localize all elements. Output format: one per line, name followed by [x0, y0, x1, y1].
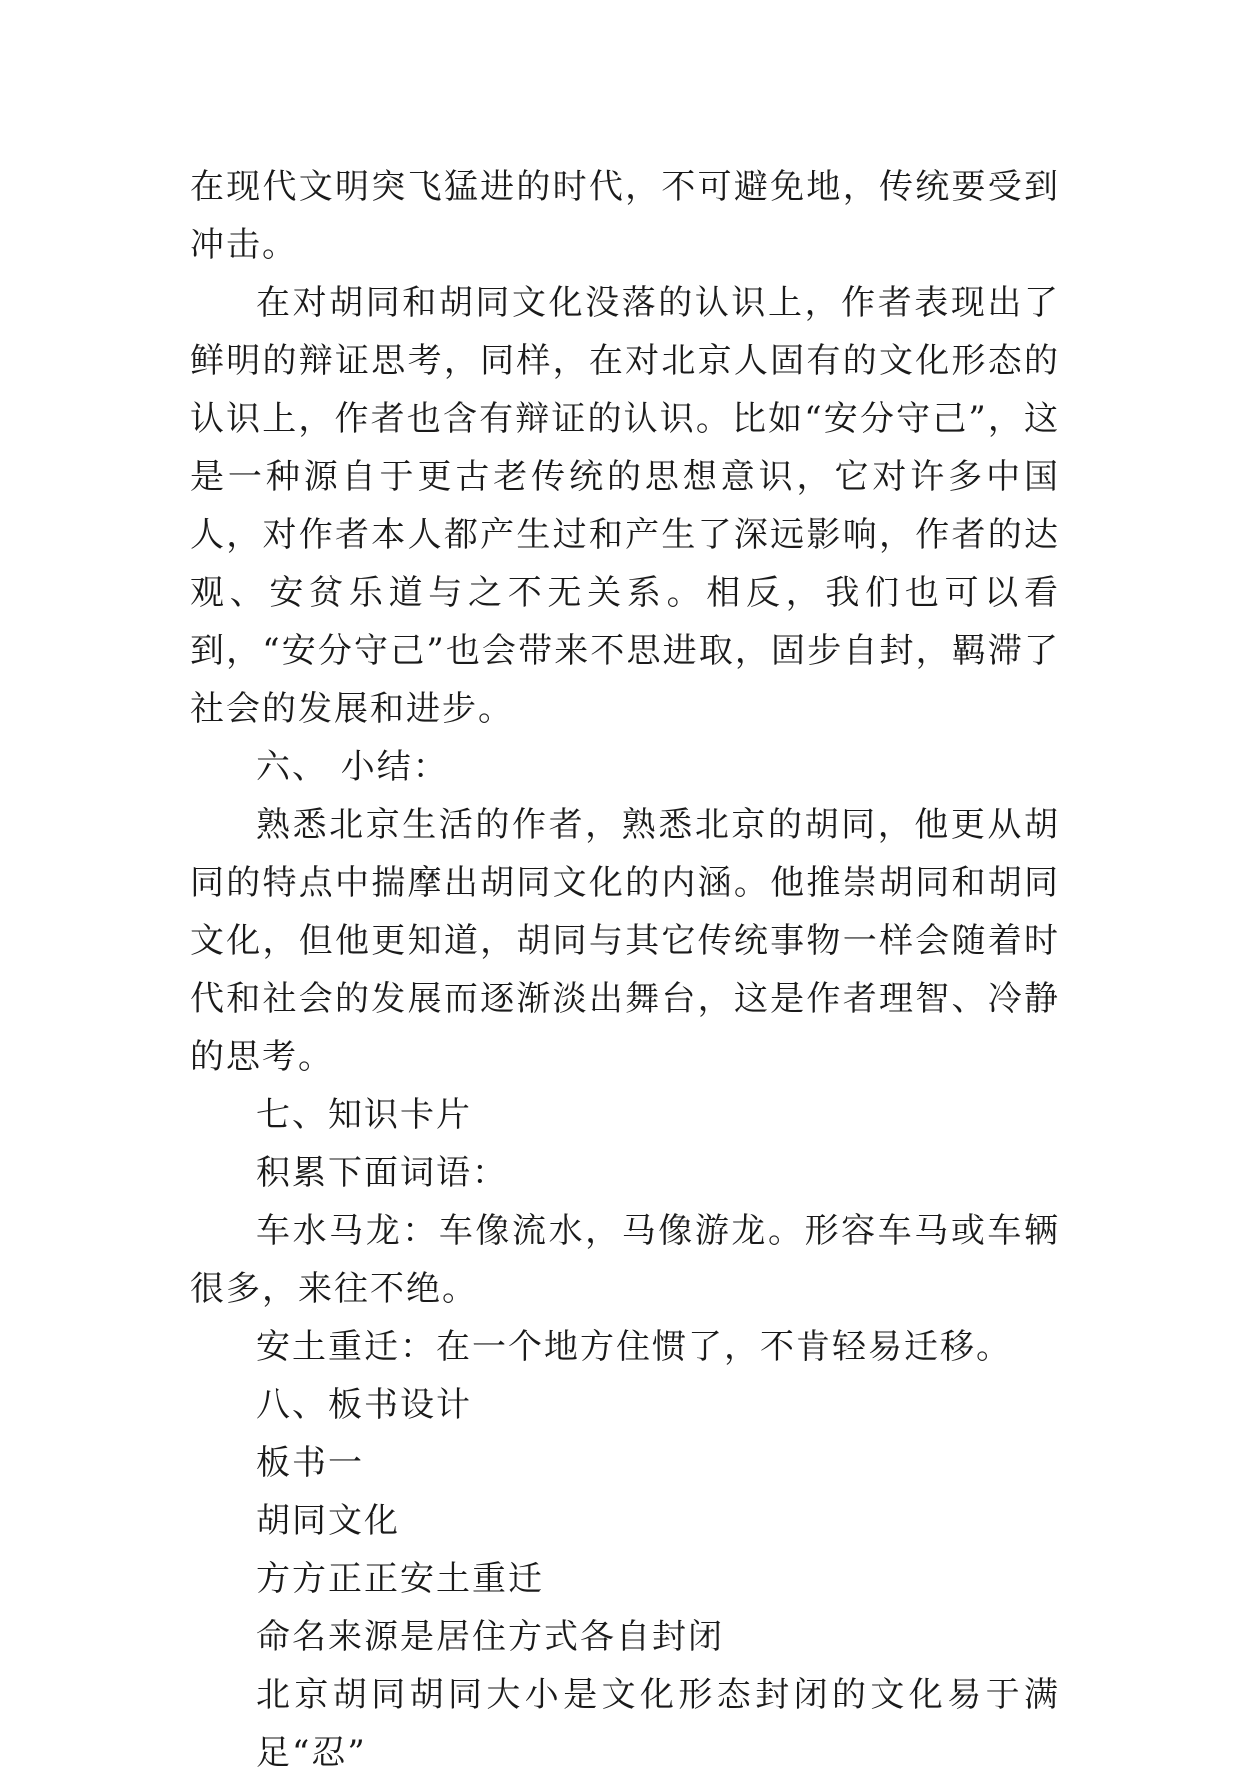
- vocabulary-item-1: 车水马龙：车像流水，马像游龙。形容车马或车辆很多，来往不绝。: [190, 1211, 1060, 1309]
- vocabulary-item-2: 安土重迁：在一个地方住惯了，不肯轻易迁移。: [256, 1327, 1012, 1367]
- paragraph-2: 在对胡同和胡同文化没落的认识上，作者表现出了鲜明的辩证思考，同样，在对北京人固有的文化形态的认识上，作者也含有辩证的认识。比如“安分守己”，这是一种源自于更古老传统的思想意识，它对许多中国人，对作者本人都产生过和产生了深远影响，作者的达观、安贫乐道与之不无关系。相反，我们也可以看到，“安分守己”也会带来不思进取，固步自封，羁滞了社会的发展和进步。: [190, 283, 1060, 729]
- board-line-3: 命名来源是居住方式各自封闭: [256, 1617, 724, 1657]
- section-heading-board-design: 八、板书设计: [256, 1385, 472, 1425]
- board-title: 板书一: [256, 1443, 364, 1483]
- board-line-1: 胡同文化: [256, 1501, 400, 1541]
- board-line-2: 方方正正安土重迁: [256, 1559, 544, 1599]
- section-heading-summary: 六、 小结：: [256, 747, 449, 787]
- document-body: [190, 158, 1060, 1782]
- paragraph-summary: 熟悉北京生活的作者，熟悉北京的胡同，他更从胡同的特点中揣摩出胡同文化的内涵。他推崇胡同和胡同文化，但他更知道，胡同与其它传统事物一样会随着时代和社会的发展而逐渐淡出舞台，这是作者理智、冷静的思考。: [190, 805, 1060, 1077]
- paragraph-1: 在现代文明突飞猛进的时代，不可避免地，传统要受到冲击。: [190, 167, 1060, 265]
- section-heading-knowledge-card: 七、知识卡片: [256, 1095, 472, 1135]
- vocabulary-intro: 积累下面词语：: [256, 1153, 508, 1193]
- board-line-4: 北京胡同胡同大小是文化形态封闭的文化易于满足“忍”: [256, 1675, 1060, 1773]
